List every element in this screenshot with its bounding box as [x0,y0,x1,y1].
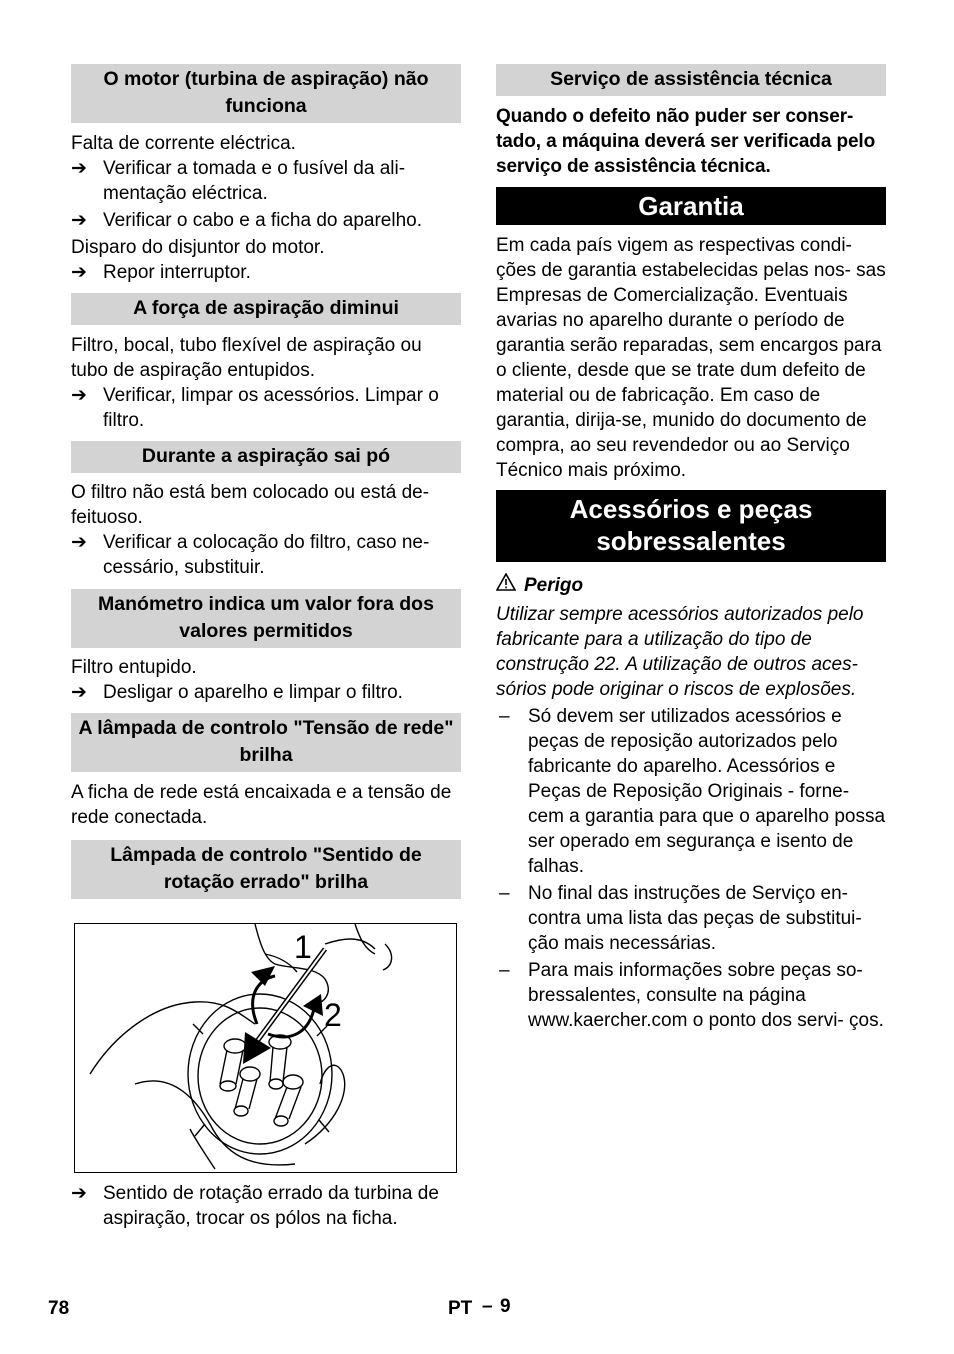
remedy-text: Desligar o aparelho e limpar o filtro. [103,682,403,703]
cause-text: Disparo do disjuntor do motor. [71,237,325,258]
arrow-right-icon: ➔ [71,1183,87,1204]
remedy-text: Verificar o cabo e a ficha do aparelho. [103,210,422,231]
arrow-right-icon: ➔ [71,682,87,703]
arrow-right-icon: ➔ [71,532,87,553]
heading-manometro: Manómetro indica um valor fora dos valores permitidos [71,589,461,648]
footer-language: PT [448,1298,473,1319]
remedy-text: Verificar a colocação do filtro, caso ne- cessário, substituir. [103,532,430,578]
list-item [496,881,886,956]
figure-label-1: 1 [294,929,312,965]
heading-garantia: Garantia [496,187,886,225]
page-number: 78 [48,1298,70,1319]
footer-separator: – [482,1296,493,1317]
remedy-text: Sentido de rotação errado da turbina de aspiração, trocar os pólos na ficha. [103,1183,439,1229]
heading-servico-assistencia: Serviço de assistência técnica [496,64,886,96]
remedy-text: Verificar, limpar os acessórios. Limpar o filtro. [103,385,439,431]
remedy-item [71,383,461,433]
remedy-item [71,156,461,206]
heading-forca-aspiracao: A força de aspiração diminui [71,293,461,325]
list-item-text: Só devem ser utilizados acessórios e peças de reposição autorizados pelo fabricante do aparelho. Acessórios e Peças de Reposição Originais - forne- cem a garantia para que o aparelho possa ser operado em segurança e isento de falhas. [528,706,886,877]
heading-motor-nao-funciona: O motor (turbina de aspiração) não funciona [71,64,461,123]
arrow-right-icon: ➔ [71,262,87,283]
heading-lampada-tensao: A lâmpada de controlo "Tensão de rede" brilha [71,713,461,772]
cause-text: A ficha de rede está encaixada e a tensão de rede conectada. [71,782,452,828]
cause-text: Filtro entupido. [71,657,197,678]
heading-lampada-rotacao: Lâmpada de controlo "Sentido de rotação errado" brilha [71,840,461,899]
danger-label-row [496,573,886,598]
dash-mark: – [499,960,510,981]
footer-section-page: 9 [500,1296,511,1317]
left-column [71,64,461,1231]
service-note: Quando o defeito não puder ser conser- tado, a máquina deverá ser verificada pelo serviço de assistência técnica. [496,106,876,177]
list-item-text: Para mais informações sobre peças so- bressalentes, consulte na página www.kaercher.com o ponto dos servi- ços. [528,960,884,1031]
remedy-item [71,680,461,705]
remedy-text: Repor interruptor. [103,262,251,283]
figure-label-2: 2 [324,997,342,1033]
list-item-text: No final das instruções de Serviço en- contra uma lista das peças de substitui- ção mais necessárias. [528,883,862,954]
plug-illustration-svg [75,924,457,1173]
heading-acessorios: Acessórios e peças sobressalentes [496,490,886,562]
remedy-item [71,260,461,285]
dash-mark: – [499,706,510,727]
garantia-text: Em cada país vigem as respectivas condi- ções de garantia estabelecidas pelas nos- sas Empresas de Comercialização. Eventuais avarias no aparelho durante o período de garantia serão reparadas, sem encargos para o cliente, desde que se trate dum defeito de material ou de fabricação. Em caso de garantia, dirija-se, munido do documento de compra, ao seu revendedor ou ao Serviço Técnico mais próximo. [496,235,886,481]
arrow-right-icon: ➔ [71,158,87,179]
remedy-item [71,1181,461,1231]
plug-pole-swap-illustration [74,923,457,1173]
cause-text: O filtro não está bem colocado ou está de- feituoso. [71,482,430,528]
remedy-text: Verificar a tomada e o fusível da ali- mentação eléctrica. [103,158,406,204]
cause-text: Filtro, bocal, tubo flexível de aspiração ou tubo de aspiração entupidos. [71,335,422,381]
list-item [496,704,886,879]
list-item [496,958,886,1033]
remedy-item [71,208,461,233]
warning-triangle-icon [496,573,524,598]
arrow-right-icon: ➔ [71,210,87,231]
cause-text: Falta de corrente eléctrica. [71,133,296,154]
right-column [496,64,886,1033]
heading-sai-po: Durante a aspiração sai pó [71,441,461,473]
dash-mark: – [499,883,510,904]
danger-text: Utilizar sempre acessórios autorizados pelo fabricante para a utilização do tipo de construção 22. A utilização de outros aces- sórios pode originar o riscos de explosões. [496,604,864,700]
remedy-item [71,530,461,580]
danger-label: Perigo [524,575,584,596]
arrow-right-icon: ➔ [71,385,87,406]
